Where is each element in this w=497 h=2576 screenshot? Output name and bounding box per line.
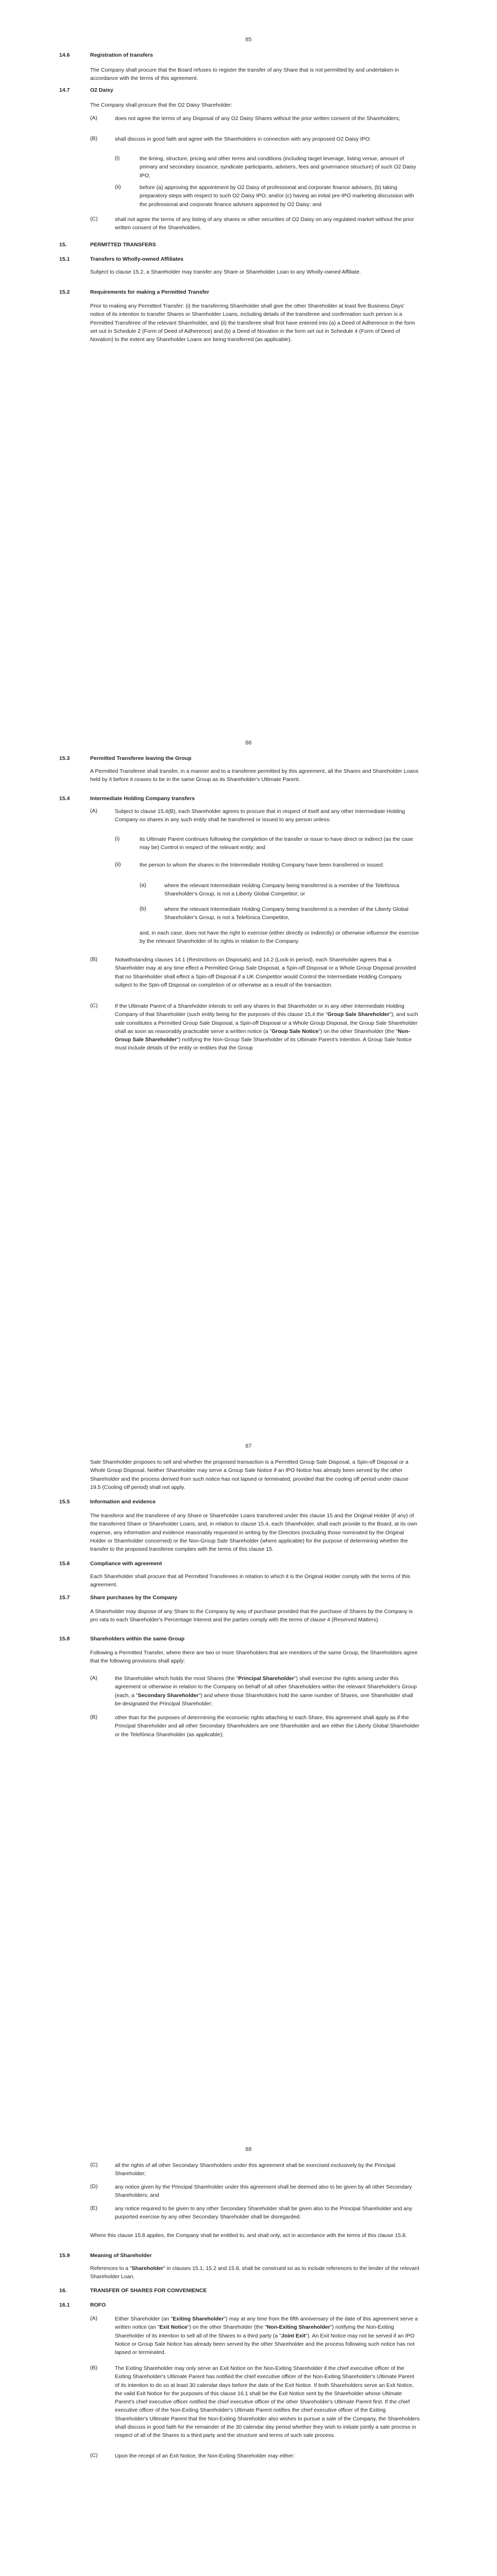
section-heading: Intermediate Holding Company transfers: [90, 795, 195, 802]
section-number: 14.6: [59, 52, 70, 58]
section-heading: Share purchases by the Company: [90, 1595, 178, 1601]
list-marker: (C): [90, 2162, 98, 2168]
list-item-text: If the Ultimate Parent of a Shareholder intends to sell any shares in that Shareholder or in any other Intermediate Holding Company of that Shareholder (such entity being for the purposes of this clause 15.4 the "Group Sale Shareholder"), and such sale constitutes a Permitted Group Sale Disposal, a Spin-off Disposal or a Whole Group Disposal, the Group Sale Shareholder shall as soon as reasonably practicable serve a written notice (a "Group Sale Notice") on the other Shareholder (the "Non-Group Sale Shareholder") notifying the Non-Group Sale Shareholder of its Ultimate Parent's intention. A Group Sale Notice must include details of the entity or entities that the Group: [115, 1003, 418, 1052]
list-item-text: Upon the receipt of an Exit Notice, the Non-Exiting Shareholder may either:: [115, 2453, 295, 2459]
section-number: 15.2: [59, 289, 70, 295]
list-marker: (i): [115, 836, 120, 842]
section-number: 15.9: [59, 2252, 70, 2259]
section-heading: Requirements for making a Permitted Transfer: [90, 289, 210, 295]
section-number: 14.7: [59, 87, 70, 93]
page: [0, 0, 497, 703]
list-item-text: other than for the purposes of determining the economic rights attaching to each Share, this agreement shall apply as if the Principal Shareholder and all other Secondary Shareholders are one Shareholder and are either the Liberty Global Shareholder or the Telefónica Shareholder (as applicable);: [115, 1715, 420, 1738]
paragraph: A Permitted Transferee shall transfer, in a manner and to a transferee permitted by this agreement, all the Shares and Shareholder Loans held by it before it ceases to be in the same Group as its Shareholder's Ultimate Parent.: [90, 768, 419, 783]
section-number: 15.1: [59, 256, 70, 262]
paragraph: Following a Permitted Transfer, where there are two or more Shareholders that are members of the same Group, the Shareholders agree that the following provisions shall apply:: [90, 1650, 418, 1665]
list-item-text: where the relevant Intermediate Holding Company being transferred is a member of the Telefónica Shareholder's Group, is not a Liberty Global Competitor; or: [164, 883, 400, 897]
section-heading: Shareholders within the same Group: [90, 1636, 185, 1642]
paragraph: Prior to making any Permitted Transfer: (i) the transferring Shareholder shall give the other Shareholder at least five Business Days' notice of its intention to transfer Shares or Shareholder Loans, including details of the transferee and confirmation such person is a Permitted Transferee of the relevant Shareholder, and (ii) the transferee shall first have entered into (a) a Deed of Adherence in the form set out in Schedule 2 (Form of Deed of Adherence) and (b) a Deed of Novation in the form set out in Schedule 4 (Form of Deed of Novation) to the extent any Shareholder Loans are being transferred (as applicable).: [90, 303, 415, 343]
list-item-text: any notice required to be given to any other Secondary Shareholder shall be given also to the Principal Shareholder and any purported exercise by any other Secondary Shareholder shall be disregarded.: [115, 2206, 413, 2221]
list-marker: (B): [90, 2365, 97, 2371]
section-heading: Meaning of Shareholder: [90, 2252, 152, 2259]
section-heading: Permitted Transferee leaving the Group: [90, 755, 192, 761]
page-number: 85: [245, 37, 252, 43]
section-number: 15.5: [59, 1499, 70, 1505]
section-heading: ROFO: [90, 2302, 106, 2308]
section-number: 16.: [59, 2287, 67, 2294]
list-item-text: does not agree the terms of any Disposal of any O2 Daisy Shares without the prior written consent of the Shareholders;: [115, 115, 400, 122]
paragraph: A Shareholder may dispose of any Share to the Company by way of purchase provided that the purchase of Shares by the Company is pro rata to each Shareholder's Percentage Interest and the parties comply with the terms of clause 4 (Reserved Matters).: [90, 1608, 413, 1623]
section-heading: Transfers to Wholly-owned Affiliates: [90, 256, 184, 262]
section-number: 16.1: [59, 2302, 70, 2308]
list-marker: (D): [90, 2183, 98, 2190]
list-marker: (ii): [115, 861, 121, 868]
paragraph: Subject to clause 15.2, a Shareholder may transfer any Share or Shareholder Loan to any Wholly-owned Affiliate.: [90, 269, 361, 275]
section-heading: Registration of transfers: [90, 52, 153, 58]
section-number: 15.8: [59, 1636, 70, 1642]
list-item-text: The Exiting Shareholder may only serve an Exit Notice on the Non-Exiting Shareholder if the chief executive officer of the Exiting Shareholder's Ultimate Parent has notified the chief executive officer of the Non-Exiting Shareholder's Ultimate Parent of its intention to do so at least 30 calendar days before the date of the Exit Notice. If both Shareholders serve an Exit Notice, the valid Exit Notice for the purposes of this clause 16.1 shall be the Exit Notice sent by the Shareholder whose Ultimate Parent's chief executive officer notified the chief executive officer of the other Shareholder's Ultimate Parent first. If the chief executive officer of the Non-Exiting Shareholder's Ultimate Parent notifies the chief executive officer of the Exiting Shareholder's Ultimate Parent that the Non-Exiting Shareholder also wishes to pursue a sale of the Company, the Shareholders shall discuss in good faith for the remainder of the 30 calendar day period whether they wish to initiate jointly a sale process in respect of all of the Shares to a third party and the structure and terms of such sale process.: [115, 2365, 420, 2439]
section-number: 15.3: [59, 755, 70, 761]
section-number: 15.7: [59, 1595, 70, 1601]
section-heading: O2 Daisy: [90, 87, 113, 93]
list-marker: (B): [90, 1714, 97, 1720]
list-marker: (B): [90, 135, 97, 142]
section-number: 15.4: [59, 795, 70, 802]
list-item-text: shall not agree the terms of any listing of any shares or other securities of O2 Daisy on any regulated market without the prior written consent of the Shareholders.: [115, 216, 414, 231]
list-marker: (C): [90, 216, 98, 222]
list-item-text: before (a) approving the appointment by O2 Daisy of professional and corporate finance advisers, (b) taking preparatory steps with respect to such O2 Daisy IPO; and/or (c) having an initial pre-IPO marketing discussion with the professional and corporate finance advisers appointed by O2 Daisy; and: [140, 184, 414, 208]
section-number: 15.6: [59, 1561, 70, 1567]
page-number: 87: [245, 1443, 252, 1449]
paragraph: The transferor and the transferee of any Share or Shareholder Loans transferred under this clause 15 and the Original Holder (if any) of the transferred Share or Shareholder Loans, and, in relation to clause 15.4, each Shareholder, shall each provide to the Board, at its own expense, any information and evidence reasonably requested in writing by the Directors (excluding those nominated by the Original Holder or Shareholder concerned) or the Non-Group Sale Shareholder (where applicable) for the purpose of determining whether the transfer to the proposed transferee complies with the terms of this clause 15.: [90, 1513, 418, 1553]
list-item-text: the person to whom the shares in the Intermediate Holding Company have been transferred or issued:: [140, 862, 384, 868]
list-marker: (A): [90, 1675, 97, 1681]
section-heading: PERMITTED TRANSFERS: [90, 242, 156, 248]
list-item-text: Subject to clause 15.4(B), each Shareholder agrees to procure that in respect of itself and any other Intermediate Holding Company no shares in any such entity shall be transferred or issued to any person unless:: [115, 808, 405, 823]
list-item-text: the timing, structure, pricing and other terms and conditions (including target leverage, listing venue, amount of primary and secondary issuance, syndicate participants, advisers, fees and governance structure) of such O2 Daisy IPO;: [140, 156, 416, 179]
list-marker: (ii): [115, 184, 121, 190]
list-marker: (A): [90, 808, 97, 814]
page-number: 88: [245, 2146, 252, 2153]
list-item-text: shall discuss in good faith and agree with the Shareholders in connection with any proposed O2 Daisy IPO:: [115, 136, 371, 142]
section-heading: Compliance with agreement: [90, 1561, 162, 1567]
page: [0, 1406, 497, 2110]
list-item-text: all the rights of all other Secondary Shareholders under this agreement shall be exercised exclusively by the Principal Shareholder;: [115, 2162, 396, 2177]
list-marker: (C): [90, 2452, 98, 2459]
list-marker: (a): [140, 882, 146, 888]
section-heading: Information and evidence: [90, 1499, 156, 1505]
section-heading: TRANSFER OF SHARES FOR CONVENIENCE: [90, 2287, 207, 2294]
page: [0, 2110, 497, 2576]
list-marker: (A): [90, 115, 97, 121]
list-marker: (E): [90, 2205, 97, 2211]
list-marker: (C): [90, 1003, 98, 1009]
list-item-text: Either Shareholder (an "Exiting Shareholder") may at any time from the fifth anniversary of the date of this agreement serve a written notice (an "Exit Notice") on the other Shareholder (the "Non-Exiting Shareholder") notifying the Non-Exiting Shareholder of its intention to sell all of the Shares to a third party (a "Joint Exit"). An Exit Notice may not be served if an IPO Notice or Group Sale Notice has already been served by the other Shareholder and the process following such notice has not lapsed or terminated.: [115, 2316, 418, 2356]
list-marker: (i): [115, 155, 120, 161]
list-item-text: Notwithstanding clauses 14.1 (Restrictions on Disposals) and 14.2 (Lock-in period), each Shareholder agrees that a Shareholder may at any time effect a Permitted Group Sale Disposal, a Spin-off Disposal or a Whole Group Disposal provided that no Shareholder shall effect a Spin-off Disposal if a UK Competitor would Control the Intermediate Holding Company subject to the Spin-off Disposal on completion of or otherwise as a result of the transaction.: [115, 957, 416, 988]
paragraph: Sale Shareholder proposes to sell and whether the proposed transaction is a Permitted Group Sale Disposal, a Spin-off Disposal or a Whole Group Disposal. Neither Shareholder may serve a Group Sale Notice if an IPO Notice has already been served by the other Shareholder and the process derived from such notice has not lapsed or terminated, provided that the cooling off period under clause 19.5 (Cooling off period) shall not apply.: [90, 1459, 408, 1490]
paragraph: The Company shall procure that the O2 Daisy Shareholder:: [90, 102, 233, 108]
paragraph: The Company shall procure that the Board refuses to register the transfer of any Share that is not permitted by and undertaken in accordance with the terms of this agreement.: [90, 67, 399, 82]
list-item-text: the Shareholder which holds the most Shares (the "Principal Shareholder") shall exercise the rights arising under this agreement or otherwise in relation to the Company on behalf of all other Shareholders within the relevant Shareholder's Group (each, a "Secondary Shareholder") and where those Shareholders hold the same number of Shares, one Shareholder shall be designated the Principal Shareholder;: [115, 1675, 417, 1707]
section-number: 15.: [59, 242, 67, 248]
page: [0, 703, 497, 1406]
paragraph: References to a "Shareholder" in clauses 15.1, 15.2 and 15.8, shall be construed so as to include references to the lender of the relevant Shareholder Loan.: [90, 2265, 420, 2280]
list-item-text: where the relevant Intermediate Holding Company being transferred is a member of the Liberty Global Shareholder's Group, is not a Telefónica Competitor,: [164, 906, 408, 921]
list-item-text: its Ultimate Parent continues following the completion of the transfer or issue to have direct or indirect (as the case may be) Control in respect of the relevant entity; and: [140, 836, 414, 851]
paragraph: Each Shareholder shall procure that all Permitted Transferees in relation to which it is the Original Holder comply with the terms of this agreement.: [90, 1573, 410, 1588]
list-item-text: any notice given by the Principal Shareholder under this agreement shall be deemed also to be given by all other Secondary Shareholders; and: [115, 2184, 412, 2199]
page-number: 86: [245, 740, 252, 746]
paragraph: Where this clause 15.8 applies, the Company shall be entitled to, and shall only, act in accordance with the terms of this clause 15.8.: [90, 2232, 407, 2239]
list-marker: (A): [90, 2315, 97, 2321]
paragraph: and, in each case, does not have the right to exercise (either directly or indirectly) or otherwise influence the exercise by the relevant Shareholder of its rights in relation to the Company.: [140, 930, 419, 945]
list-marker: (b): [140, 906, 146, 912]
list-marker: (B): [90, 956, 97, 962]
